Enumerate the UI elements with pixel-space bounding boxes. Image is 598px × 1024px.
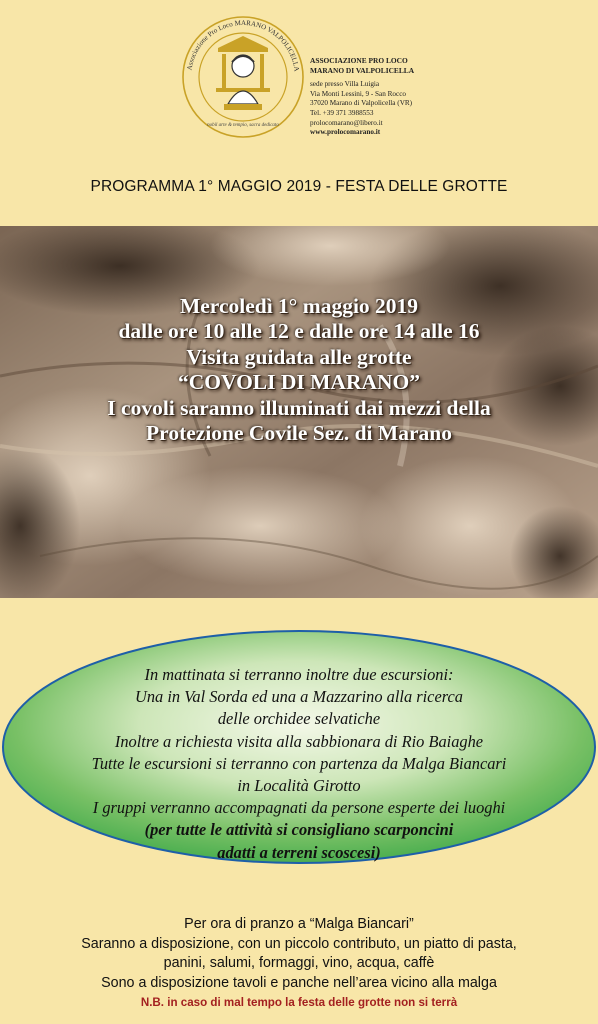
- excursions-section: [0, 628, 598, 868]
- cave-visit-announcement: [0, 294, 598, 446]
- association-name-line2: MARANO DI VALPOLICELLA: [310, 65, 415, 75]
- address-line: Via Monti Lessini, 9 - San Rocco: [310, 89, 406, 98]
- excursion-line: I gruppi verranno accompagnati da persone esperte dei luoghi: [92, 798, 506, 818]
- excursion-line: Una in Val Sorda ed una a Mazzarino alla ricerca: [135, 687, 463, 707]
- program-title: PROGRAMMA 1° MAGGIO 2019 - FESTA DELLE GROTTE: [90, 178, 508, 195]
- excursion-line: delle orchidee selvatiche: [217, 709, 381, 729]
- phone: Tel. +39 371 3988553: [310, 108, 374, 117]
- excursion-line: Tutte le escursioni si terranno con partenza da Malga Biancari: [91, 753, 507, 773]
- weather-note: N.B. in caso di mal tempo la festa delle grotte non si terrà: [140, 996, 458, 1009]
- svg-text:Associazione Pro Loco MARANO V: Associazione Pro Loco MARANO VALPOLICELLA: [185, 18, 301, 72]
- cave-photo-section: [0, 226, 598, 598]
- svg-text:nobil arte & tempio, sacra ded: nobil arte & tempio, sacra dedicato: [207, 123, 279, 128]
- address-line: 37020 Marano di Valpolicella (VR): [310, 99, 413, 108]
- pro-loco-logo: [180, 14, 306, 140]
- lunch-info: [0, 915, 598, 1013]
- lunch-line: Saranno a disposizione, con un piccolo contributo, un piatto di pasta,: [81, 935, 517, 952]
- excursions-text: [0, 664, 598, 864]
- excursion-line: Inoltre a richiesta visita alla sabbionara di Rio Baiaghe: [114, 731, 484, 751]
- email-link[interactable]: prolocomarano@libero.it: [310, 118, 383, 127]
- excursion-advice: (per tutte le attività si consigliano scarponcini: [144, 820, 454, 840]
- letterhead: [0, 0, 598, 170]
- cave-visit-line: Visita guidata alle grotte: [186, 344, 412, 369]
- lunch-line: Per ora di pranzo a “Malga Biancari”: [184, 916, 414, 932]
- lunch-line: panini, salumi, formaggi, vino, acqua, caffè: [163, 955, 435, 971]
- excursion-line: In mattinata si terranno inoltre due escursioni:: [144, 665, 454, 684]
- cave-illumination-line: I covoli saranno illuminati dai mezzi della: [107, 395, 491, 420]
- excursion-line: in Località Girotto: [237, 776, 361, 796]
- lunch-line: Sono a disposizione tavoli e panche nell’area vicino alla malga: [101, 974, 497, 991]
- cave-date: Mercoledì 1° maggio 2019: [179, 294, 419, 318]
- association-name: ASSOCIAZIONE PRO LOCO: [310, 56, 408, 65]
- cave-name: “COVOLI DI MARANO”: [177, 370, 421, 395]
- website-link[interactable]: www.prolocomarano.it: [310, 128, 381, 137]
- address-line: sede presso Villa Luigia: [310, 80, 380, 89]
- excursion-advice-2: adatti a terreni scoscesi): [217, 842, 381, 862]
- cave-hours: dalle ore 10 alle 12 e dalle ore 14 alle 16: [118, 319, 480, 344]
- association-info: [310, 56, 414, 138]
- cave-illumination-line-2: Protezione Covile Sez. di Marano: [146, 421, 452, 446]
